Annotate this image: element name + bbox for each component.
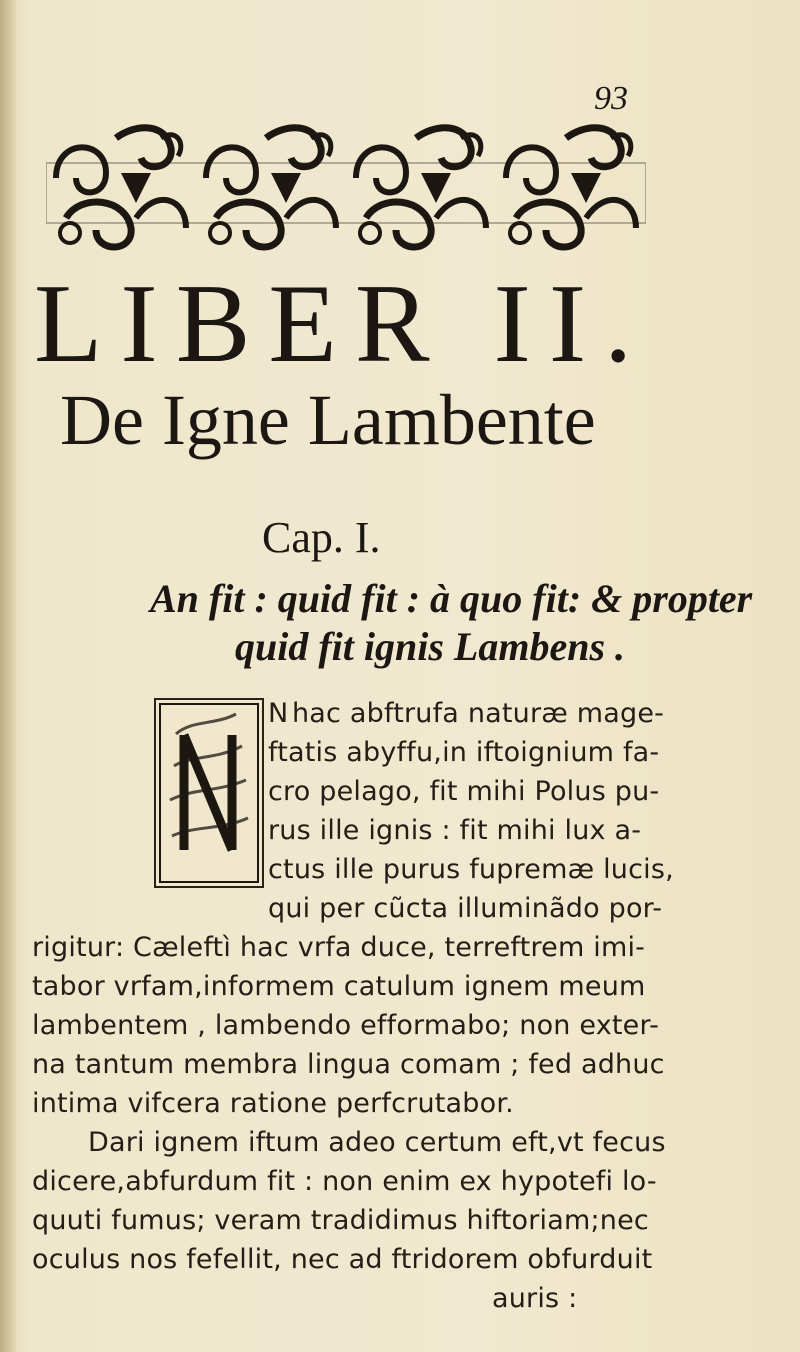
text-line: qui per cũcta illuminãdo por- — [268, 893, 663, 924]
catchword: auris : — [492, 1283, 578, 1314]
text-line: rus ille ignis : fit mihi lux a- — [268, 815, 642, 846]
text-line: na tantum membra lingua comam ; fed adhuc — [32, 1049, 665, 1080]
chapter-title-line: quid fit ignis Lambens . — [234, 624, 626, 669]
text-line: oculus nos fefellit, nec ad ftridorem obfurduit — [32, 1244, 653, 1275]
text-line: ftatis abyffu,in iftoignium fa- — [268, 737, 660, 768]
text-line: rigitur: Cæleftì hac vrfa duce, terreftrem imi- — [32, 932, 646, 963]
text-line: ctus ille purus fupremæ lucis, — [268, 854, 674, 885]
chapter-heading: Cap. I. — [262, 513, 381, 562]
text-line: intima vifcera ratione perfcrutabor. — [32, 1088, 514, 1119]
text-line: quuti fumus; veram tradidimus hiftoriam;nec — [32, 1205, 649, 1236]
text-line: hac abftrufa naturæ mage- — [292, 698, 665, 729]
page-number: 93 — [594, 80, 628, 117]
chapter-title-line: An fit : quid fit : à quo fit: & propter — [150, 576, 753, 621]
text-line: lambentem , lambendo efformabo; non exter- — [32, 1010, 660, 1041]
text-line: Dari ignem iftum adeo certum eft,vt fecus — [88, 1127, 666, 1158]
text-line: dicere,abfurdum fit : non enim ex hypotefi lo- — [32, 1166, 657, 1197]
book-title: De Igne Lambente — [60, 380, 596, 460]
text-line: cro pelago, fit mihi Polus pu- — [268, 776, 660, 807]
book-heading: LIBER II. — [34, 262, 651, 386]
text-line: tabor vrfam,informem catulum ignem meum — [32, 971, 646, 1002]
initial-text-letter: N — [268, 698, 289, 729]
